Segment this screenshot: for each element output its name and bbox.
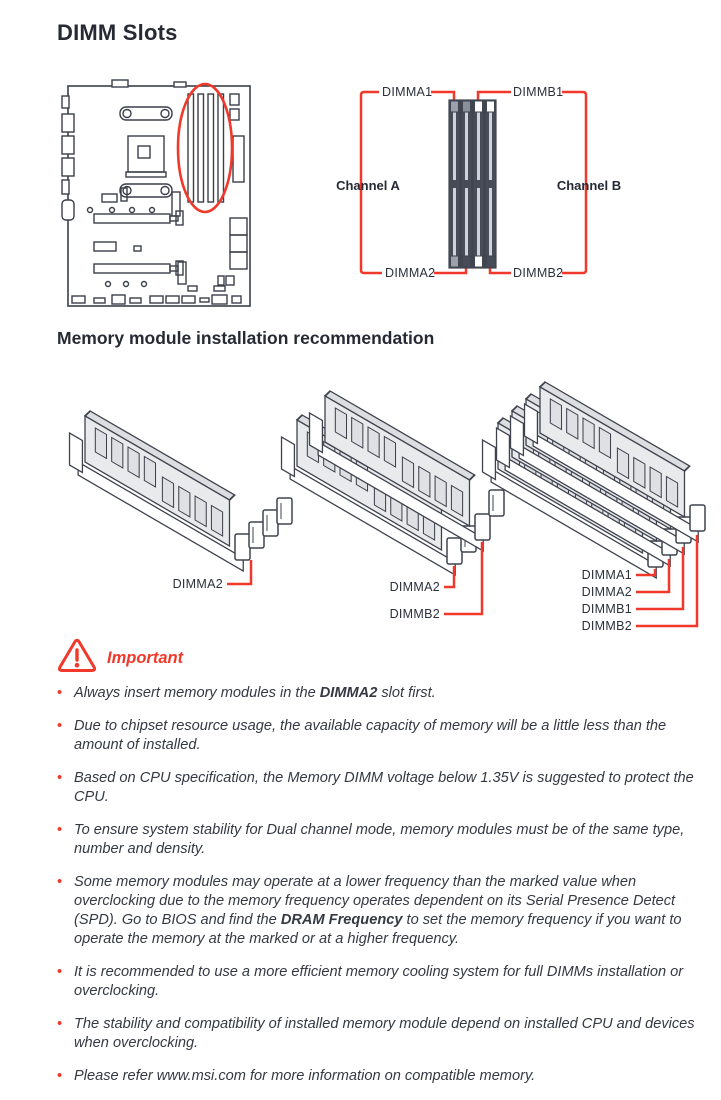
dimma2-bold: DIMMA2 [319, 685, 378, 701]
dimm-illustration-2 [285, 360, 520, 621]
illustration-label: DIMMA2 [581, 585, 632, 599]
illustration-label: DIMMB2 [389, 607, 440, 621]
dimm-illustration-1 [55, 370, 295, 605]
channel-a-label: Channel A [336, 178, 400, 193]
illustration-label: DIMMA2 [172, 577, 223, 591]
bullet-item: • Due to chipset resource usage, the available capacity of memory will be a little less than the amount of installed. [57, 717, 707, 755]
important-list [57, 684, 707, 1086]
slot-graphics [449, 100, 496, 268]
important-heading: Important [107, 648, 184, 667]
motherboard-diagram [62, 80, 257, 312]
important-header [57, 636, 707, 674]
bullet-item: • Please refer www.msi.com for more information on compatible memory. [57, 1067, 707, 1086]
bullet-item: • It is recommended to use a more efficient memory cooling system for full DIMMs installation or overclocking. [57, 963, 707, 1001]
page-title: DIMM Slots [57, 20, 178, 45]
dimma1-label: DIMMA1 [382, 85, 433, 99]
bullet-item: • Some memory modules may operate at a lower frequency than the marked value when overclocking due to the memory frequency operates dependent on its Serial Presence Detect (SPD). Go to BIOS and find the DRAM Frequency to set the memory frequency if you want to operate the memory at the marked or at a higher frequency. [57, 873, 707, 949]
memory-install-heading: Memory module installation recommendation [57, 328, 435, 348]
dram-frequency-bold: DRAM Frequency [280, 912, 403, 928]
illustration-label: DIMMB1 [581, 602, 632, 616]
illustration-label: DIMMA2 [389, 580, 440, 594]
important-section [57, 636, 707, 1100]
dimm-illustration-3 [490, 362, 721, 633]
bullet-item: • To ensure system stability for Dual channel mode, memory modules must be of the same type, number and density. [57, 821, 707, 859]
bullet-item: • The stability and compatibility of installed memory module depend on installed CPU and devices when overclocking. [57, 1015, 707, 1053]
illustration-label: DIMMA1 [581, 568, 632, 582]
bullet-item: • Based on CPU specification, the Memory DIMM voltage below 1.35V is suggested to protect the CPU. [57, 769, 707, 807]
illustration-label: DIMMB2 [581, 619, 632, 633]
channel-b-label: Channel B [556, 178, 622, 193]
dimmb1-label: DIMMB1 [513, 85, 564, 99]
dimmb2-label: DIMMB2 [513, 266, 564, 280]
dimma1-pointer [431, 92, 454, 100]
dimmb1-pointer [478, 92, 511, 100]
slot-channel-diagram [325, 80, 625, 300]
warning-icon [57, 637, 97, 674]
dimma2-label: DIMMA2 [385, 266, 436, 280]
bullet-item: • Always insert memory modules in the DIMMA2 slot first. [57, 684, 707, 703]
